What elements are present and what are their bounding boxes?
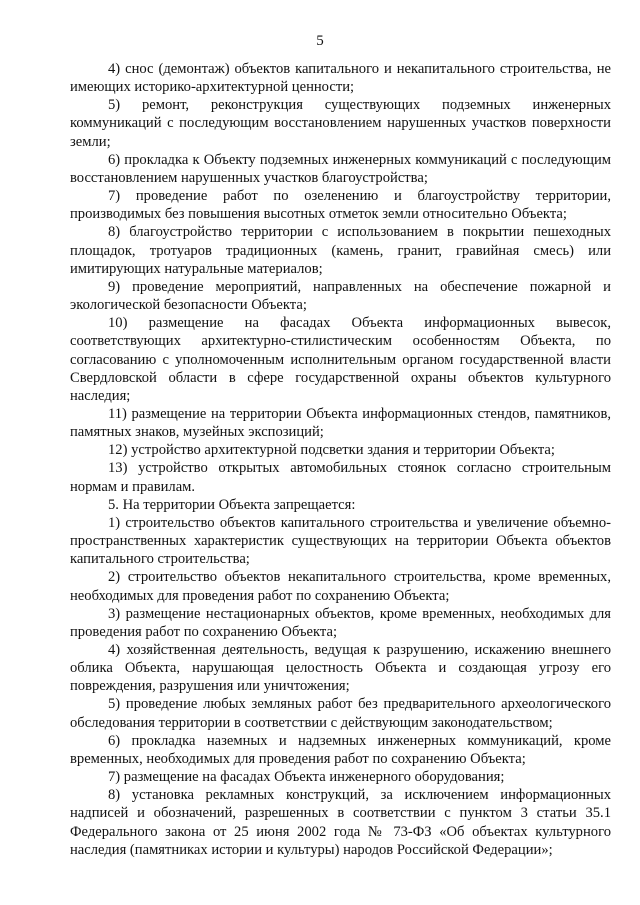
prohibited-item-2: 2) строительство объектов некапитального строительства, кроме временных, необходимых для проведения работ по сохранению Объекта; (70, 569, 611, 604)
paragraph-item-9-safety: 9) проведение мероприятий, направленных на обеспечение пожарной и экологической безопасности Объекта; (70, 278, 611, 314)
document-body (70, 60, 611, 859)
paragraph-item-8-improvement: 8) благоустройство территории с использованием в покрытии пешеходных площадок, тротуаров традиционных (камень, гранит, гравийная смесь) или имитирующих натуральные материалов; (70, 224, 611, 277)
paragraph-item-10-signage: 10) размещение на фасадах Объекта информационных вывесок, соответствующих архитектурно-стилистическим особенностям Объекта, по согласованию с уполномоченным исполнительным органом государственной власти Свердловской области в сфере государственной охраны объектов культурного наследия; (70, 315, 611, 404)
paragraph-item-5-repair: 5) ремонт, реконструкция существующих подземных инженерных коммуникаций с последующим восстановлением нарушенных участков поверхности земли; (70, 97, 611, 150)
section-heading-prohibited: 5. На территории Объекта запрещается: (108, 496, 356, 513)
paragraph-item-12-lighting: 12) устройство архитектурной подсветки здания и территории Объекта; (108, 442, 555, 459)
page-number: 5 (316, 33, 324, 49)
paragraph-item-7-landscaping: 7) проведение работ по озеленению и благоустройству территории, производимых без повышения высотных отметок земли относительно Объекта; (70, 188, 611, 223)
paragraph-item-11-stands: 11) размещение на территории Объекта информационных стендов, памятников, памятных знаков, музейных экспозиций; (70, 405, 611, 441)
prohibited-item-5: 5) проведение любых земляных работ без предварительного археологического обследования территории в соответствии с действующим законодательством; (70, 696, 611, 731)
prohibited-item-4: 4) хозяйственная деятельность, ведущая к разрушению, искажению внешнего облика Объекта, нарушающая целостность Объекта и создающая угрозу его повреждения, разрушения или уничтожения; (70, 642, 611, 695)
prohibited-item-6: 6) прокладка наземных и надземных инженерных коммуникаций, кроме временных, необходимых для проведения работ по сохранению Объекта; (70, 732, 611, 767)
paragraph-item-4-demolition: 4) снос (демонтаж) объектов капитального и некапитального строительства, не имеющих историко-архитектурной ценности; (70, 61, 611, 96)
prohibited-item-1: 1) строительство объектов капитального строительства и увеличение объемно-пространственных характеристик существующих на территории Объекта объектов капитального строительства; (70, 514, 611, 568)
prohibited-item-8: 8) установка рекламных конструкций, за исключением информационных надписей и обозначений, разрешенных в соответствии с пунктом 3 статьи 35.1 Федерального закона от 25 июня 2002 года № 73-ФЗ «Об объектах культурного наследия (памятниках истории и культуры) народов Российской Федерации»; (70, 787, 611, 858)
paragraph-item-13-parking: 13) устройство открытых автомобильных стоянок согласно строительным нормам и правилам. (70, 460, 611, 495)
prohibited-item-7: 7) размещение на фасадах Объекта инженерного оборудования; (108, 769, 505, 786)
paragraph-item-6-laying: 6) прокладка к Объекту подземных инженерных коммуникаций с последующим восстановлением нарушенных участков благоустройства; (70, 151, 611, 186)
prohibited-item-3: 3) размещение нестационарных объектов, кроме временных, необходимых для проведения работ по сохранению Объекта; (70, 605, 611, 640)
